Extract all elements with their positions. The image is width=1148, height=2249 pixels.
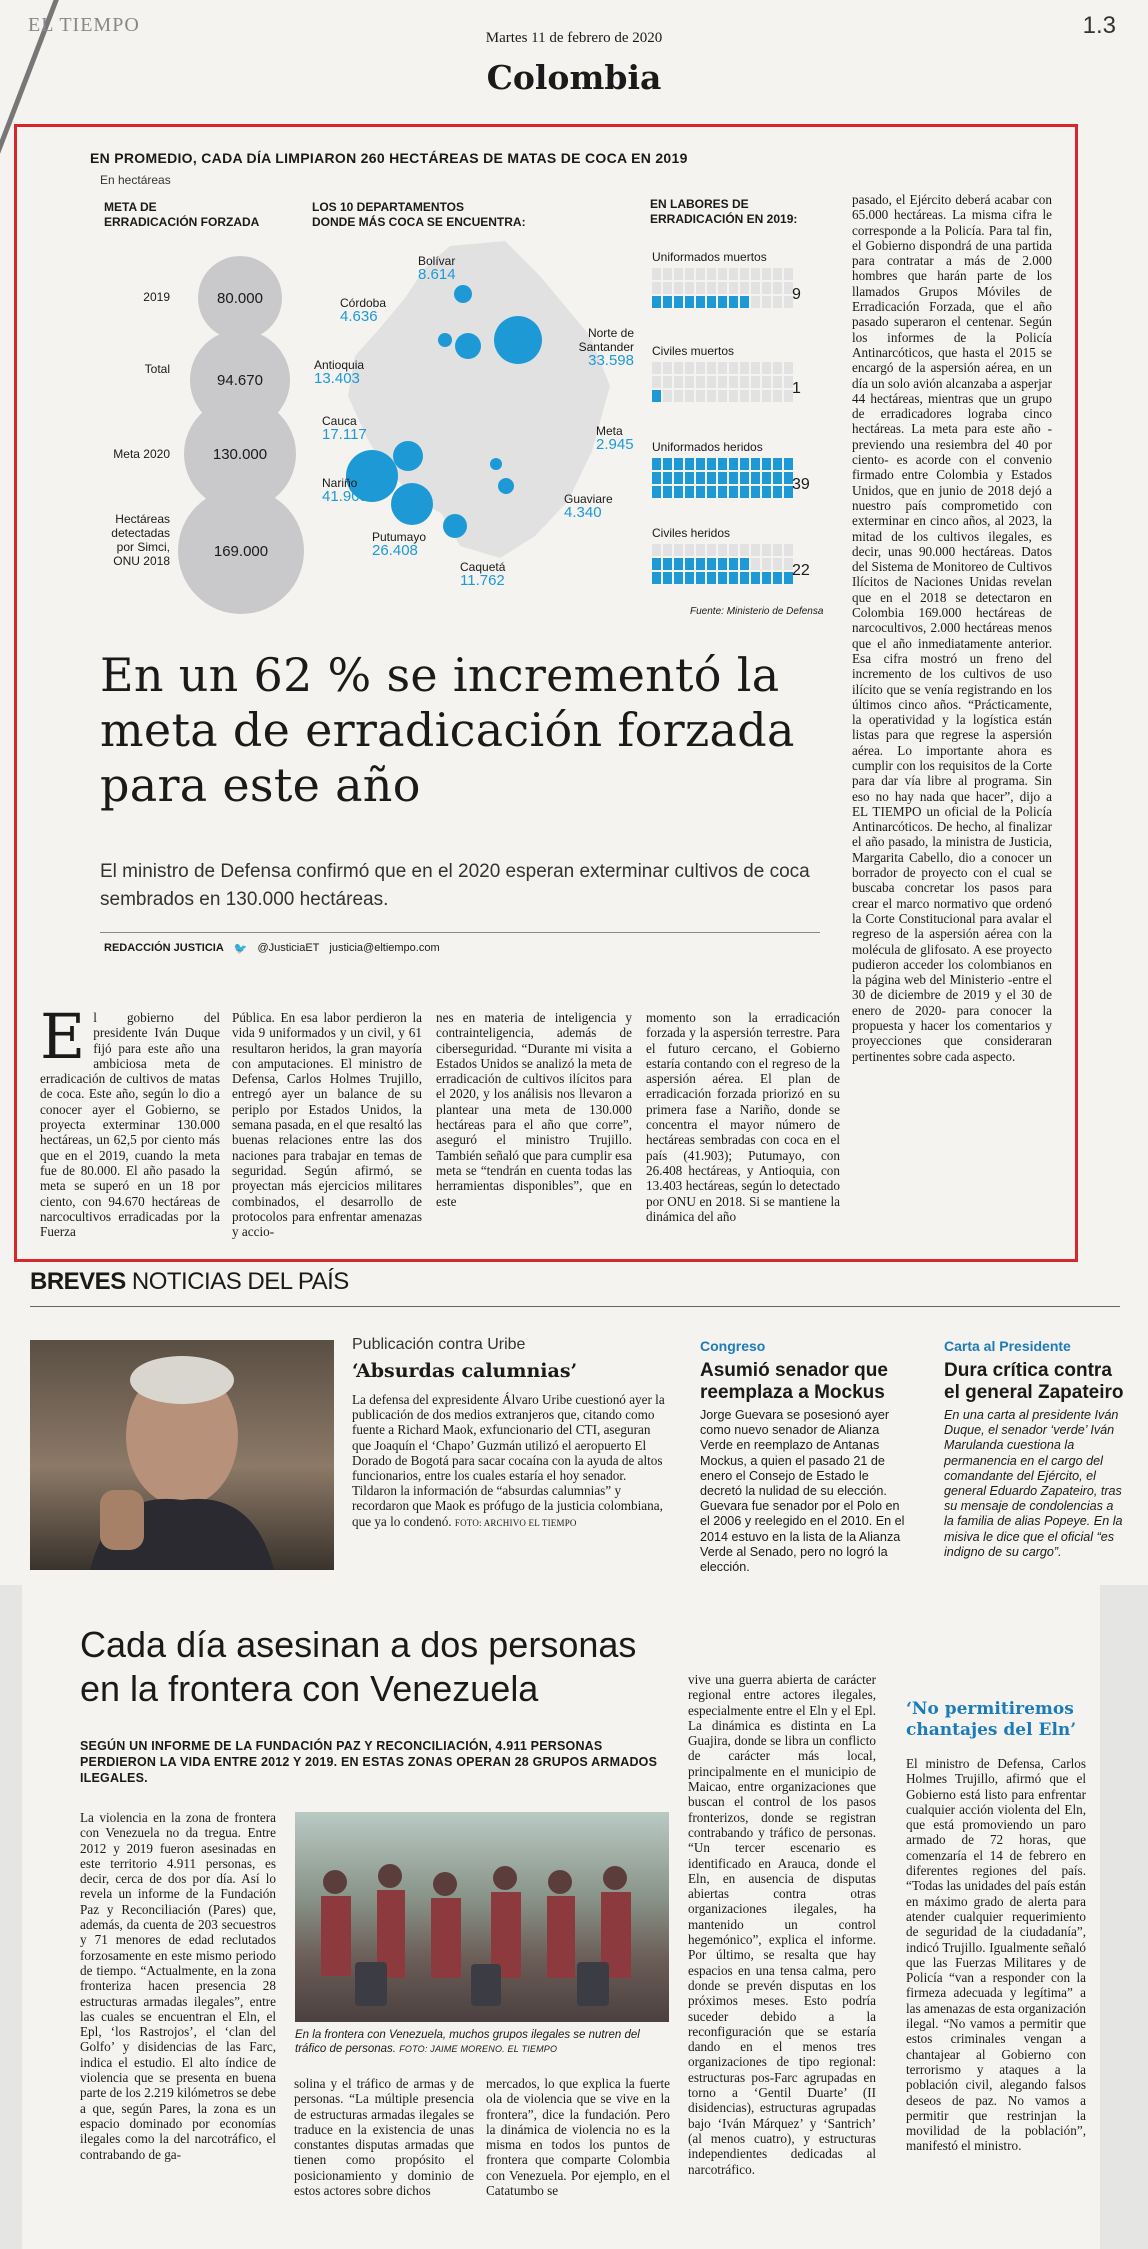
casualty-unit <box>751 572 760 584</box>
casualty-unit <box>751 282 760 294</box>
casualty-grid-uniformados-muertos <box>652 268 793 308</box>
carta-headline: Dura crítica contra el general Zapateiro <box>944 1360 1124 1403</box>
casualty-label-2: Uniformados heridos <box>652 440 763 454</box>
casualty-grid-civiles-heridos <box>652 544 793 584</box>
main-headline: En un 62 % se incrementó la meta de erradicación forzada para este año <box>100 648 795 812</box>
byline-email: justicia@eltiempo.com <box>329 942 440 954</box>
casualty-unit <box>740 458 749 470</box>
casualty-unit <box>740 376 749 388</box>
casualty-unit <box>718 296 727 308</box>
byline <box>104 942 824 955</box>
frontera-headline: Cada día asesinan a dos personas en la frontera con Venezuela <box>80 1624 637 1709</box>
casualty-unit <box>685 486 694 498</box>
dep-caqueta: Caquetá 11.762 <box>460 560 506 589</box>
casualty-unit <box>784 362 793 374</box>
portrait-illustration <box>30 1340 334 1570</box>
infographic-title: EN PROMEDIO, CADA DÍA LIMPIARON 260 HECTÁREAS DE MATAS DE COCA EN 2019 <box>90 150 688 166</box>
casualty-unit <box>685 458 694 470</box>
casualty-unit <box>663 572 672 584</box>
casualty-unit <box>751 362 760 374</box>
casualty-unit <box>751 296 760 308</box>
casualty-unit <box>674 282 683 294</box>
casualty-unit <box>729 362 738 374</box>
congreso-kicker: Congreso <box>700 1338 766 1354</box>
casualty-unit <box>652 362 661 374</box>
casualty-unit <box>663 472 672 484</box>
casualty-unit <box>740 282 749 294</box>
dep-cordoba: Córdoba 4.636 <box>340 296 387 325</box>
casualty-unit <box>663 544 672 556</box>
casualty-unit <box>773 472 782 484</box>
casualty-unit <box>729 458 738 470</box>
casualty-grid-uniformados-heridos <box>652 458 793 498</box>
casualty-unit <box>773 362 782 374</box>
casualty-unit <box>685 572 694 584</box>
casualty-unit <box>685 362 694 374</box>
casualty-unit <box>773 376 782 388</box>
bubble-simci: 169.000 <box>178 488 304 614</box>
casualty-unit <box>773 268 782 280</box>
casualty-unit <box>762 472 771 484</box>
casualty-unit <box>663 458 672 470</box>
casualty-unit <box>674 458 683 470</box>
casualty-unit <box>718 282 727 294</box>
casualty-unit <box>718 472 727 484</box>
dep-bolivar: Bolívar 8.614 <box>418 254 456 283</box>
frontera-col-1: La violencia en la zona de frontera con Venezuela no da tregua. Entre 2012 y 2019 fueron asesinadas en este territorio 4.911 personas, es decir, cerca de dos por día. Así lo revela un informe de la Fundación Paz y Reconciliación (Pares) que, además, da cuenta de 203 secuestros y 71 menores de edad reclutados forzosamente en este mismo periodo de tiempo. “Actualmente, en la zona fronteriza hacen presencia 28 estructuras armadas ilegales”, entre las cuales se encuentran el Eln, el Epl, ‘los Rastrojos’, el ‘clan del Golfo’ y disidencias de las Farc, indica el estudio. El alto índice de violencia que se presenta en buena parte de los 2.219 kilómetros se debe a que, según Pares, la zona es un espacio dominado por economías ilegales como la del narcotráfico, el contrabando de ga- <box>80 1810 276 2162</box>
breves-rule <box>30 1306 1120 1307</box>
casualty-unit <box>762 376 771 388</box>
casualty-unit <box>652 472 661 484</box>
bubble-total: 94.670 <box>190 330 290 430</box>
page-number: 1.3 <box>1082 12 1116 39</box>
frontera-col-4: vive una guerra abierta de carácter regional entre actores ilegales, especialmente entre el Eln y el Epl. La dinámica es distinta en La Guajira, donde se libra un conflicto de carácter más local, principalmente en el municipio de Maicao, entre organizaciones que buscan el control de los pasos fronterizos, donde se registran contrabando y tráfico de personas. “Un tercer escenario es identificado en Arauca, donde el Eln, en ausencia de disputas abiertas contra otras organizaciones ilegales, ha mantenido un control hegemónico”, explica el informe. Por último, se resalta que hay espacios en una tensa calma, pero donde se prevén disputas en los próximos meses. Esto podría suceder debido a la reconfiguración que se estaría dando en el menos tres organizaciones de tipo regional: estructuras pos-Farc agrupadas en torno a ‘Gentil Duarte’ (II disidencias), estructuras agrupadas bajo ‘Iván Márquez’ y ‘Santrich’ (al menos cuatro), y estructuras independientes dedicadas al narcotráfico. <box>688 1672 876 2177</box>
photo-caption: En la frontera con Venezuela, muchos grupos ilegales se nutren del tráfico de personas. FOTO: JAIME MORENO. EL TIEMPO <box>295 2029 640 2055</box>
casualty-unit <box>696 558 705 570</box>
infographic-unit: En hectáreas <box>100 173 171 187</box>
casualty-unit <box>729 544 738 556</box>
casualty-unit <box>696 572 705 584</box>
casualty-unit <box>718 544 727 556</box>
breves-header: BREVES NOTICIAS DEL PAÍS <box>30 1268 349 1295</box>
casualty-unit <box>707 390 716 402</box>
casualty-unit <box>718 558 727 570</box>
casualty-unit <box>762 544 771 556</box>
casualty-value-3: 22 <box>792 562 810 579</box>
casualty-unit <box>696 296 705 308</box>
main-col-2: Pública. En esa labor perdieron la vida 9 uniformados y un civil, y 61 resultaron heridos, la gran mayoría con amputaciones. El ministro de Defensa, Carlos Holmes Trujillo, entregó ayer un balance de su periplo por Estados Unidos, la semana pasada, en el que resaltó las buenas relaciones entre las dos naciones para trabajar en temas de seguridad. Según afirmó, se proyectan más ejercicios militares combinados, el desarrollo de protocolos para enfrentar amenazas y accio- <box>232 1010 422 1240</box>
col3-title: EN LABORES DE ERRADICACIÓN EN 2019: <box>650 197 798 226</box>
casualty-value-2: 39 <box>792 476 810 493</box>
casualty-unit <box>685 268 694 280</box>
casualty-unit <box>729 486 738 498</box>
dot-cauca <box>393 441 423 471</box>
scan-shadow-left <box>0 1585 22 2249</box>
casualty-unit <box>696 282 705 294</box>
bubble-2019: 80.000 <box>198 256 282 340</box>
casualty-unit <box>751 486 760 498</box>
infographic-source: Fuente: Ministerio de Defensa <box>690 606 824 617</box>
frontera-col-3: mercados, lo que explica la fuerte ola de violencia que se vive en la frontera”, dice la fundación. Pero la dinámica de violencia no es la misma en todos los puntos de frontera que comparte Colombia con Venezuela. Por ejemplo, en el Catatumbo se <box>486 2076 670 2199</box>
casualty-unit <box>762 572 771 584</box>
casualty-unit <box>762 558 771 570</box>
casualty-unit <box>773 458 782 470</box>
casualty-unit <box>740 296 749 308</box>
bubble-meta-2020: 130.000 <box>184 398 296 510</box>
casualty-unit <box>674 558 683 570</box>
casualty-unit <box>762 486 771 498</box>
casualty-unit <box>696 486 705 498</box>
casualty-label-1: Civiles muertos <box>652 344 735 358</box>
casualty-unit <box>674 472 683 484</box>
casualty-unit <box>740 486 749 498</box>
casualty-unit <box>762 282 771 294</box>
casualty-unit <box>685 282 694 294</box>
casualty-unit <box>707 362 716 374</box>
dep-guaviare: Guaviare 4.340 <box>564 492 613 521</box>
casualty-unit <box>740 572 749 584</box>
casualty-unit <box>652 558 661 570</box>
casualty-unit <box>707 544 716 556</box>
casualty-value-1: 1 <box>792 380 801 397</box>
main-col-1: El gobierno del presidente Iván Duque fijó para este año una ambiciosa meta de erradicación de cultivos de matas de coca. Este año, según lo dio a conocer ayer el Gobierno, se proyecta exterminar 130.000 hectáreas, un 62,5 por ciento más que en el 2019, cuando la meta fue de 80.000. El año pasado la meta se superó en un 18 por ciento, con 94.670 hectáreas de narcocultivos erradicadas por la Fuerza <box>40 1010 220 1240</box>
casualty-unit <box>652 390 661 402</box>
frontera-subtitle: SEGÚN UN INFORME DE LA FUNDACIÓN PAZ Y RECONCILIACIÓN, 4.911 PERSONAS PERDIERON LA VIDA ENTRE 2012 Y 2019. EN ESTAS ZONAS OPERAN 28 GRUPOS ARMADOS ILEGALES. <box>80 1739 658 1785</box>
casualty-unit <box>674 572 683 584</box>
casualty-unit <box>751 268 760 280</box>
casualty-unit <box>652 268 661 280</box>
casualty-unit <box>729 472 738 484</box>
scan-shadow-right <box>1100 1585 1148 2249</box>
casualty-unit <box>652 296 661 308</box>
casualty-unit <box>718 376 727 388</box>
casualty-unit <box>784 544 793 556</box>
casualty-unit <box>718 362 727 374</box>
casualty-unit <box>674 376 683 388</box>
photo-frontera <box>295 1812 669 2022</box>
casualty-unit <box>707 486 716 498</box>
casualty-unit <box>773 282 782 294</box>
casualty-unit <box>751 458 760 470</box>
casualty-unit <box>729 282 738 294</box>
dep-meta: Meta 2.945 <box>596 424 634 453</box>
casualty-grid-civiles-muertos <box>652 362 793 402</box>
casualty-unit <box>740 472 749 484</box>
casualty-unit <box>696 472 705 484</box>
casualty-unit <box>740 268 749 280</box>
casualty-unit <box>663 558 672 570</box>
casualty-unit <box>652 572 661 584</box>
casualty-unit <box>652 282 661 294</box>
casualty-unit <box>784 268 793 280</box>
dot-meta <box>490 458 502 470</box>
casualty-unit <box>663 376 672 388</box>
casualty-unit <box>674 390 683 402</box>
casualty-unit <box>663 296 672 308</box>
casualty-value-0: 9 <box>792 286 801 303</box>
main-col-4: momento son la erradicación forzada y la aspersión terrestre. Para el futuro cercano, el Gobierno estaría contando con el regreso de la aspersión aérea. El plan de erradicación forzada priorizó en su primera fase a Nariño, donde se concentra el mayor número de hectáreas sembradas con coca en el país (41.903); Putumayo, con 26.408 hectáreas, y Antioquia, con 13.403 hectáreas, según lo detectado por ONU en 2018. Si se mantiene la dinámica del año <box>646 1010 840 1224</box>
dot-putumayo <box>391 483 433 525</box>
casualty-unit <box>729 376 738 388</box>
casualty-unit <box>652 544 661 556</box>
casualty-unit <box>740 362 749 374</box>
casualty-unit <box>729 558 738 570</box>
sidebar-body: El ministro de Defensa, Carlos Holmes Trujillo, afirmó que el Gobierno está listo para enfrentar cualquier acción violenta del Eln, que está promoviendo un paro armado de 72 horas, que comenzaría el 14 de febrero en diferentes regiones del país. “Todas las unidades del país están en máximo grado de alerta para atender cualquier requerimiento de seguridad de la ciudadanía”, indicó Trujillo. Igualmente señaló que las Fuerzas Militares y de Policía “van a responder con la firmeza adecuada y legítima” a las amenazas de esta organización ilegal. “No vamos a permitir que estos criminales vengan a chantajear al Gobierno con terrorismo y ataques a la población civil, alegando falsos deseos de paz. No vamos a permitir que restrinjan la movilidad de la población”, manifestó el ministro. <box>906 1756 1086 2154</box>
casualty-unit <box>729 572 738 584</box>
casualty-unit <box>773 572 782 584</box>
casualty-unit <box>707 458 716 470</box>
date: Martes 11 de febrero de 2020 <box>485 30 663 46</box>
casualty-unit <box>696 458 705 470</box>
dot-cordoba <box>438 333 452 347</box>
casualty-unit <box>696 362 705 374</box>
casualty-unit <box>674 296 683 308</box>
casualty-unit <box>762 268 771 280</box>
casualty-unit <box>652 376 661 388</box>
carta-body: En una carta al presidente Iván Duque, el senador ‘verde’ Iván Marulanda cuestiona la permanencia en el cargo del comandante del Ejército, el general Eduardo Zapateiro, tras su mensaje de condolencias a la familia de alias Popeye. En la misiva le dice que el oficial “es indigno de su cargo”. <box>944 1408 1123 1559</box>
sidebar-headline: ‘No permitiremos chantajes del Eln’ <box>906 1699 1077 1740</box>
dep-cauca: Cauca 17.117 <box>322 414 367 443</box>
uribe-headline: ‘Absurdas calumnias’ <box>352 1360 578 1382</box>
drop-cap: E <box>40 1010 86 1073</box>
casualty-unit <box>762 296 771 308</box>
dep-antioquia: Antioquia 13.403 <box>314 358 365 387</box>
congreso-headline: Asumió senador que reemplaza a Mockus <box>700 1360 888 1403</box>
dep-narino: Nariño 41.903 <box>322 476 368 505</box>
casualty-unit <box>773 544 782 556</box>
dot-caqueta <box>443 514 467 538</box>
bubble-label-2019: 2019 <box>143 290 170 304</box>
main-deck: El ministro de Defensa confirmó que en el 2020 esperan exterminar cultivos de coca sembrados en 130.000 hectáreas. <box>100 861 810 910</box>
photo-uribe <box>30 1340 334 1570</box>
casualty-unit <box>663 362 672 374</box>
casualty-unit <box>729 268 738 280</box>
frontera-col-2: solina y el tráfico de armas y de personas. “La múltiple presencia de estructuras armadas ilegales se traduce en la existencia de unas constantes disputas armadas que tienen como propósito el posicionamiento y dominio de estos actores sobre dichos <box>294 2076 474 2199</box>
bubble-label-total: Total <box>144 362 170 376</box>
casualty-unit <box>762 458 771 470</box>
casualty-unit <box>707 376 716 388</box>
casualty-unit <box>696 544 705 556</box>
casualty-unit <box>729 390 738 402</box>
casualty-unit <box>652 458 661 470</box>
casualty-unit <box>751 472 760 484</box>
casualty-unit <box>707 268 716 280</box>
casualty-unit <box>762 390 771 402</box>
casualty-unit <box>729 296 738 308</box>
main-col-3: nes en materia de inteligencia y contrainteligencia, además de ciberseguridad. “Durante mi visita a Estados Unidos se analizó la meta de erradicación de cultivos ilícitos para el 2020, y los análisis nos llevaron a plantear una meta de 130.000 hectáreas para el año que corre”, aseguró el ministro Trujillo. También señaló que para cumplir esa meta se “tendrán en cuenta todas las herramientas disponibles”, que en este <box>436 1010 632 1209</box>
crowd-illustration <box>295 1812 669 2022</box>
byline-author: REDACCIÓN JUSTICIA <box>104 942 224 954</box>
casualty-unit <box>751 558 760 570</box>
casualty-unit <box>663 268 672 280</box>
twitter-icon: 🐦 <box>233 943 248 955</box>
casualty-unit <box>696 390 705 402</box>
casualty-unit <box>696 376 705 388</box>
casualty-unit <box>707 572 716 584</box>
casualty-unit <box>718 390 727 402</box>
casualty-unit <box>740 544 749 556</box>
dot-norte-santander <box>494 316 542 364</box>
bubble-label-simci: Hectáreas detectadas por Simci, ONU 2018 <box>111 512 170 568</box>
congreso-body: Jorge Guevara se posesionó ayer como nuevo senador de Alianza Verde en reemplazo de Antanas Mockus, a quien el pasado 21 de enero el Consejo de Estado le decretó la nulidad de su elección. Guevara fue senador por el Polo en el 2006 y reelegido en el 2010. En el 2014 estuvo en la lista de la Alianza Verde al Senado, pero no logró la elección. <box>700 1408 905 1575</box>
carta-kicker: Carta al Presidente <box>944 1338 1071 1354</box>
dep-norte-santander: Norte de Santander 33.598 <box>578 326 634 369</box>
casualty-unit <box>718 268 727 280</box>
casualty-unit <box>663 282 672 294</box>
main-col-5: pasado, el Ejército deberá acabar con 65.000 hectáreas. La misma cifra le corresponde a la Policía. Para tal fin, el Gobierno dispondrá de una partida para contratar a más de 2.000 hombres que harán parte de los llamados Grupos Móviles de Erradicación Forzada, que el año pasado superaron el centenar. Según los informes de la Policía Antinarcóticos, que hasta el 2015 se encargó de la aspersión aérea, en un día un solo avión alcanzaba a asperjar 44 hectáreas, mientras que un grupo de erradicadores lograba cinco hectáreas. La meta para este año -previendo una resiembra del 40 por ciento- es acorde con el convenio firmado entre Colombia y Estados Unidos, que en junio de 2018 dejó a nuestro país comprometido con exterminar en cinco años, al 2023, la mitad de los cultivos ilegales, es decir, unas 90.000 hectáreas. Datos del Sistema de Monitoreo de Cultivos Ilícitos de Naciones Unidas revelan que en el 2018 se detectaron en Colombia 169.000 hectáreas de narcocultivos, 2.000 hectáreas menos que el año inmediatamente anterior. Esa cifra mostró un freno del incremento de los cultivos de uso ilícito que se venía registrando en los últimos cinco años. “Prácticamente, la operatividad y la logística están listas para que regrese la aspersión aérea. Lo importante ahora es cumplir con los requisitos de la Corte para dar vía libre al programa. Sin eso no hay nada que hacer”, dijo a EL TIEMPO un oficial de la Policía Antinarcóticos. De hecho, al finalizar el año pasado, la ministra de Justicia, Margarita Cabello, dio a conocer un borrador de proyecto con el cual se buscaba concretar los pasos para crear el marco normativo que ordenó la Corte Constitucional para avalar el regreso de la aspersión aérea con la molécula de glifosato. A ese proyecto pudieron acceder los colombianos en la página web del Ministerio -entre el 30 de diciembre de 2019 y el 30 de enero de 2020- para conocer la propuesta y hacer los comentarios y proyecciones que consideraran pertinentes sobre cada aspecto. <box>852 192 1052 1064</box>
casualty-unit <box>707 558 716 570</box>
casualty-unit <box>718 486 727 498</box>
casualty-unit <box>696 268 705 280</box>
casualty-unit <box>762 362 771 374</box>
casualty-unit <box>685 296 694 308</box>
casualty-unit <box>674 544 683 556</box>
section-title: Colombia <box>486 58 662 97</box>
col1-title: META DE ERRADICACIÓN FORZADA <box>104 200 260 229</box>
casualty-unit <box>685 544 694 556</box>
casualty-unit <box>751 544 760 556</box>
casualty-unit <box>740 558 749 570</box>
dot-bolivar <box>454 285 472 303</box>
casualty-unit <box>685 558 694 570</box>
bubble-label-meta: Meta 2020 <box>113 447 170 461</box>
brand-logo: EL TIEMPO <box>28 14 140 36</box>
casualty-unit <box>674 268 683 280</box>
casualty-unit <box>751 390 760 402</box>
uribe-kicker: Publicación contra Uribe <box>352 1336 526 1353</box>
uribe-body: La defensa del expresidente Álvaro Uribe cuestionó ayer la publicación de dos medios extranjeros que, citando como fuente a Richard Maok, exfuncionario del CTI, aseguran que Joaquín el ‘Chapo’ Guzmán utilizó el aeropuerto El Dorado de Bogotá para sacar cocaína con la ayuda de altos funcionarios, entre los cuales estaría el hoy senador. Tildaron la información de “absurdas calumnias” y recordaron que Maok es prófugo de la justicia colombiana, que ya lo condenó. FOTO: ARCHIVO EL TIEMPO <box>352 1392 665 1529</box>
casualty-unit <box>773 486 782 498</box>
casualty-unit <box>707 282 716 294</box>
casualty-unit <box>707 296 716 308</box>
casualty-unit <box>674 362 683 374</box>
casualty-unit <box>784 458 793 470</box>
casualty-unit <box>773 390 782 402</box>
casualty-unit <box>773 558 782 570</box>
casualty-unit <box>663 486 672 498</box>
casualty-label-0: Uniformados muertos <box>652 250 767 264</box>
casualty-unit <box>663 390 672 402</box>
casualty-label-3: Civiles heridos <box>652 526 731 540</box>
col2-title: LOS 10 DEPARTAMENTOS DONDE MÁS COCA SE ENCUENTRA: <box>312 200 526 229</box>
byline-rule <box>100 932 820 933</box>
casualty-unit <box>707 472 716 484</box>
casualty-unit <box>740 390 749 402</box>
casualty-unit <box>685 376 694 388</box>
casualty-unit <box>718 458 727 470</box>
casualty-unit <box>751 376 760 388</box>
byline-twitter: @JusticiaET <box>257 942 320 954</box>
casualty-unit <box>685 472 694 484</box>
casualty-unit <box>652 486 661 498</box>
casualty-unit <box>718 572 727 584</box>
casualty-unit <box>685 390 694 402</box>
dot-guaviare <box>498 478 514 494</box>
dot-antioquia <box>455 333 481 359</box>
dep-putumayo: Putumayo 26.408 <box>372 530 427 559</box>
casualty-unit <box>674 486 683 498</box>
masthead <box>0 0 1148 60</box>
casualty-unit <box>773 296 782 308</box>
